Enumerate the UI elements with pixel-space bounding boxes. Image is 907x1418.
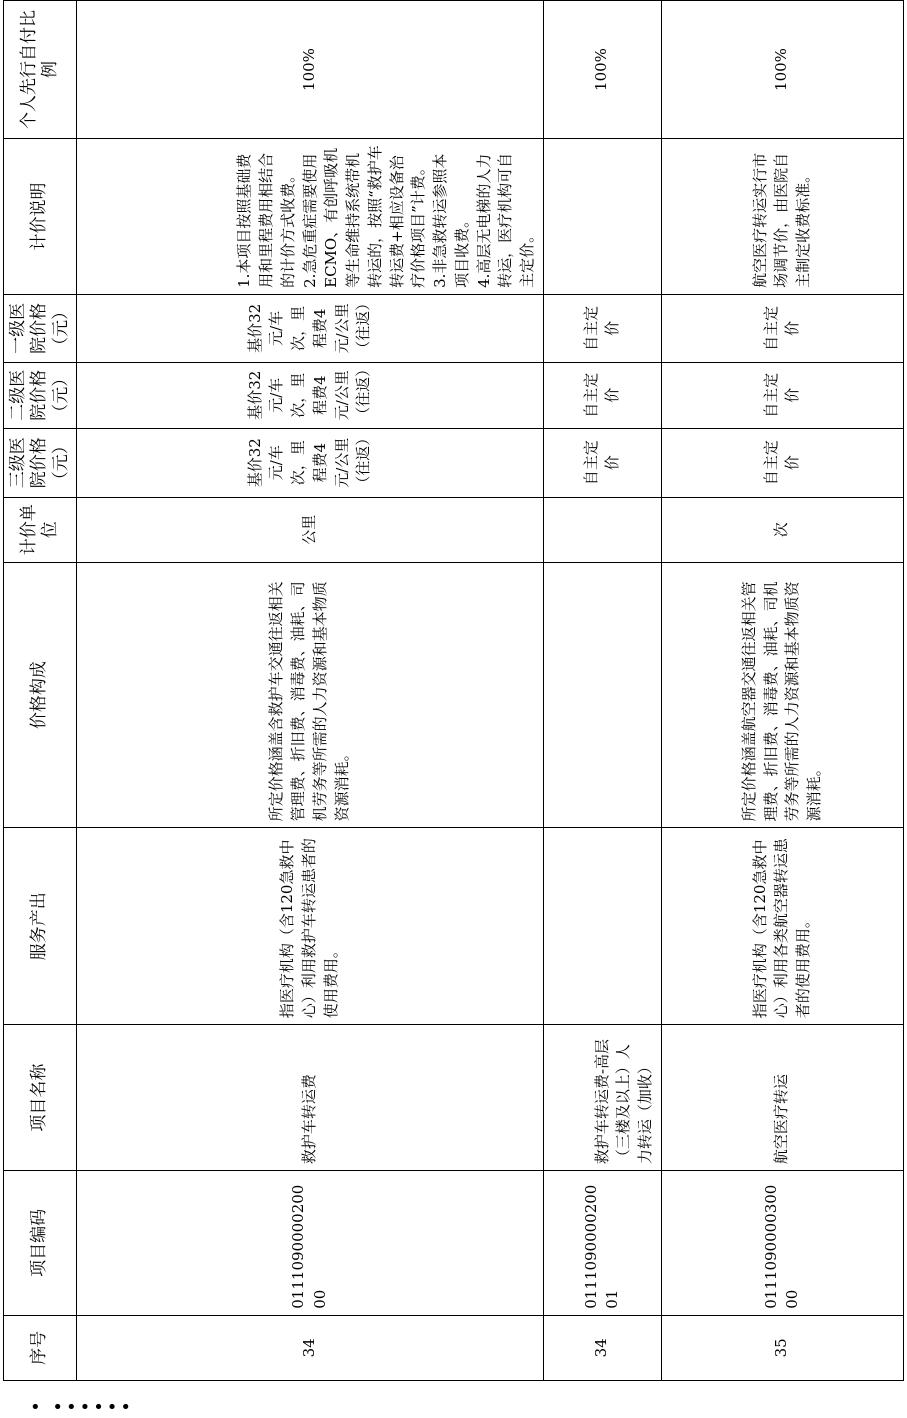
header-price-level3: 三级医院价格（元） [4,428,77,497]
row-code: 011109000020000 [76,1171,543,1316]
row-self-pay: 100% [661,1,903,139]
row-service: 指医疗机构（含120急救中心）利用救护车转运患者的使用费用。 [76,828,543,1025]
row-notes: 1.本项目按照基础费用和里程费用相结合的计价方式收费。 2.急危重症需要使用ECMO、有创呼吸机等生命维持系统带机转运的，按照“救护车转运费+相应设备治疗价格项目”计费。 3.非急救转运参照本项目收费。 4.高层无电梯的人力转运，医疗机构可自主定价。 [76,139,543,295]
row-self-pay: 100% [543,1,661,139]
header-price-level1: 一级医院价格（元） [4,294,77,362]
row-name: 航空医疗转运 [661,1025,903,1171]
row-price-level2: 基价32元/车次，里程费4元/公里（往返） [76,362,543,428]
header-unit: 计价单位 [4,497,77,562]
row-price-level2: 自主定价 [661,362,903,428]
row-code: 011109000030000 [661,1171,903,1316]
row-seq: 34 [543,1315,661,1380]
price-table [3,0,904,1381]
row-price-level1: 自主定价 [661,294,903,362]
row-price-level1: 基价32元/车次，里程费4元/公里（往返） [76,294,543,362]
table-row [543,1,661,1381]
header-service: 服务产出 [4,828,77,1025]
header-price-composition: 价格构成 [4,562,77,827]
row-unit: 次 [661,497,903,562]
row-name: 救护车转运费 [76,1025,543,1171]
header-row [4,1,77,1381]
table-row [76,1,543,1381]
row-price-level1: 自主定价 [543,294,661,362]
row-notes: 航空医疗转运实行市场调节价，由医院自主制定收费标准。 [661,139,903,295]
row-seq: 34 [76,1315,543,1380]
row-notes [543,139,661,295]
row-code: 011109000020001 [543,1171,661,1316]
header-price-level2: 二级医院价格（元） [4,362,77,428]
row-self-pay: 100% [76,1,543,139]
row-name: 救护车转运费-高层（三楼及以上）人力转运（加收） [543,1025,661,1171]
row-price-level3: 自主定价 [661,428,903,497]
row-service [543,828,661,1025]
row-price-level3: 自主定价 [543,428,661,497]
continuation-dots: • •••••• [30,1397,135,1418]
header-notes: 计价说明 [4,139,77,295]
header-seq: 序号 [4,1315,77,1380]
row-unit: 公里 [76,497,543,562]
row-price-composition: 所定价格涵盖航空器交通往返相关管理费、折旧费、消毒费、油耗、司机劳务等所需的人力资源和基本物质资源消耗。 [661,562,903,827]
row-price-level3: 基价32元/车次，里程费4元/公里（往返） [76,428,543,497]
table-row [661,1,903,1381]
row-price-composition: 所定价格涵盖含救护车交通往返相关管理费、折旧费、消毒费、油耗、司机劳务等所需的人力资源和基本物质资源消耗。 [76,562,543,827]
header-code: 项目编码 [4,1171,77,1316]
row-seq: 35 [661,1315,903,1380]
header-self-pay: 个人先行自付比例 [4,1,77,139]
row-service: 指医疗机构（含120急救中心）利用各类航空器转运患者的使用费用。 [661,828,903,1025]
header-name: 项目名称 [4,1025,77,1171]
row-price-composition [543,562,661,827]
row-price-level2: 自主定价 [543,362,661,428]
row-unit [543,497,661,562]
